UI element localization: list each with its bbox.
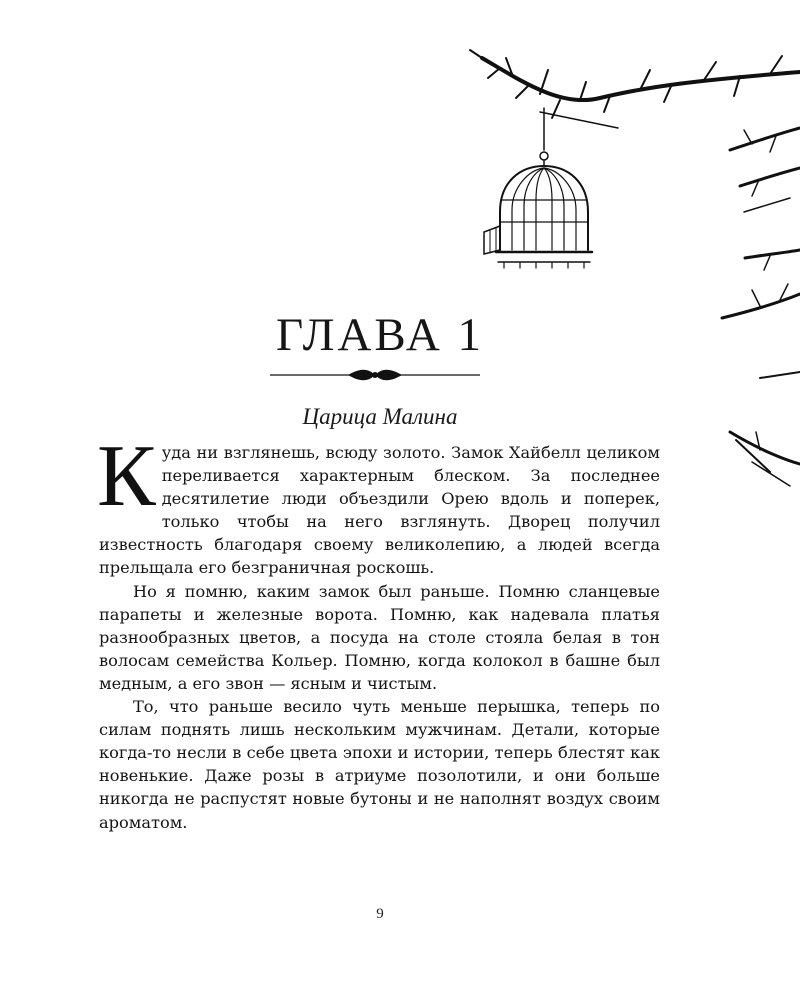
paragraph-3: То, что раньше весило чуть меньше перышка, теперь по силам поднять лишь нескольким мужчинам. Детали, которые когда-то несли в себе цвета эпохи и истории, теперь блестят как новенькие. Даже розы в атриуме позолотили, и они больше никогда не распустят новые бутоны и не наполнят воздух своим ароматом. [99,697,660,832]
paragraph-2: Но я помню, каким замок был раньше. Помню сланцевые парапеты и железные ворота. Помню, как надевала платья разнообразных цветов, а посуда на столе стояла белая в тон волосам семейства Кольер. Помню, когда колокол в башне был медным, а его звон — ясным и чистым. [99,581,660,693]
chapter-subtitle: Царица Малина [302,404,458,429]
chapter-body [97,428,660,834]
title-ornament-divider [270,366,480,384]
paragraph-1 [97,428,660,580]
drop-cap-letter: К [97,428,156,525]
page-number: 9 [376,906,384,922]
chapter-title: ГЛАВА 1 [275,309,485,361]
paragraph-1-text: уда ни взглянешь, всюду золото. Замок Хайбелл целиком переливается характерным блеском. За последнее десятилетие люди объездили Орею вдоль и поперек, только чтобы на него взглянуть. Дворец получил известность благодаря своему великолепию, а людей всегда прельщала его безграничная роскошь. [99,443,660,578]
